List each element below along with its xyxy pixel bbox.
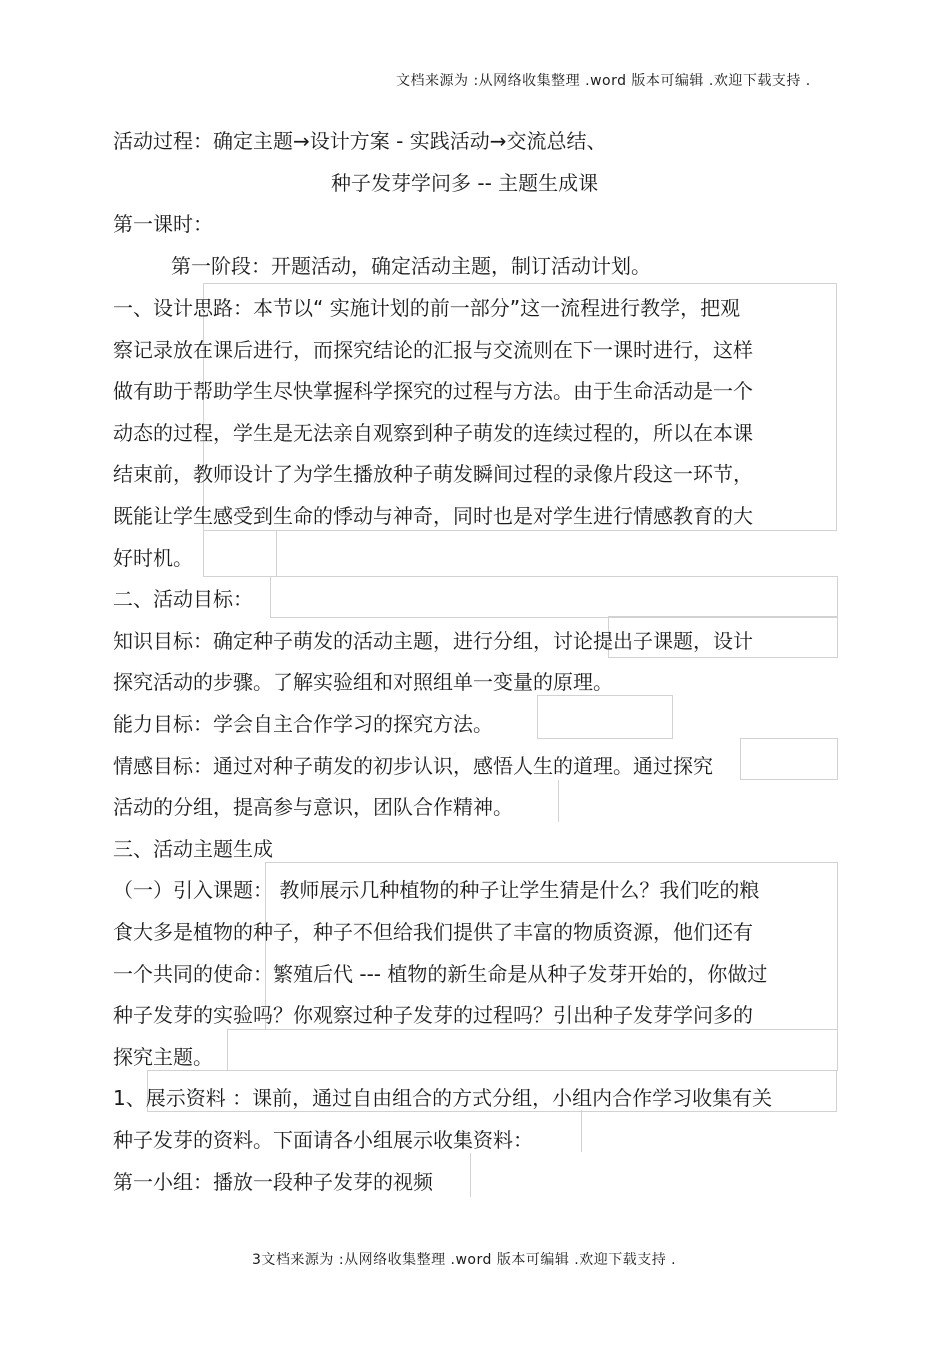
text-frame: [203, 530, 277, 577]
text-frame: [740, 738, 838, 780]
section-heading: 三、活动主题生成: [113, 837, 273, 861]
paragraph-line: 情感目标：通过对种子萌发的初步认识，感悟人生的道理。通过探究: [113, 754, 713, 778]
text-frame: [470, 1153, 471, 1197]
page-header: 文档来源为 :从网络收集整理 .word 版本可编辑 .欢迎下载支持 .: [396, 73, 811, 89]
page-footer: 3文档来源为 :从网络收集整理 .word 版本可编辑 .欢迎下载支持 .: [252, 1252, 677, 1268]
text-frame: [558, 780, 559, 822]
stage-heading: 第一阶段：开题活动，确定活动主题，制订活动计划。: [171, 254, 651, 278]
paragraph-line: 知识目标：确定种子萌发的活动主题，进行分组，讨论提出子课题，设计: [113, 629, 753, 653]
paragraph-line: 能力目标：学会自主合作学习的探究方法。: [113, 712, 493, 736]
text-frame: [581, 1110, 582, 1152]
text-frame: [270, 576, 838, 618]
paragraph-line: 种子发芽的资料。下面请各小组展示收集资料：: [113, 1128, 533, 1152]
paragraph-line: （一）引入课题： 教师展示几种植物的种子让学生猜是什么？我们吃的粮: [113, 878, 760, 902]
paragraph-line: 1、展示资料 ：课前，通过自由组合的方式分组，小组内合作学习收集有关: [113, 1086, 773, 1110]
paragraph-line: 种子发芽的实验吗？你观察过种子发芽的过程吗？引出种子发芽学问多的: [113, 1003, 753, 1027]
paragraph-line: 动态的过程，学生是无法亲自观察到种子萌发的连续过程的，所以在本课: [113, 421, 753, 445]
paragraph-line: 结束前，教师设计了为学生播放种子萌发瞬间过程的录像片段这一环节，: [113, 462, 753, 486]
paragraph-line: 既能让学生感受到生命的悸动与神奇，同时也是对学生进行情感教育的大: [113, 504, 753, 528]
paragraph-line: 一个共同的使命：繁殖后代 --- 植物的新生命是从种子发芽开始的，你做过: [113, 962, 768, 986]
paragraph-line: 察记录放在课后进行，而探究结论的汇报与交流则在下一课时进行，这样: [113, 338, 753, 362]
paragraph-line: 做有助于帮助学生尽快掌握科学探究的过程与方法。由于生命活动是一个: [113, 379, 753, 403]
paragraph-line: 一、设计思路：本节以“ 实施计划的前一部分”这一流程进行教学，把观: [113, 296, 741, 320]
paragraph-line: 第一小组：播放一段种子发芽的视频: [113, 1170, 433, 1194]
text-frame: [537, 695, 673, 739]
paragraph-line: 活动的分组，提高参与意识，团队合作精神。: [113, 795, 513, 819]
lesson-heading: 第一课时：: [113, 212, 213, 236]
course-title: 种子发芽学问多 -- 主题生成课: [331, 171, 599, 195]
activity-process-line: 活动过程：确定主题→设计方案 - 实践活动→交流总结、: [113, 129, 607, 153]
paragraph-line: 食大多是植物的种子，种子不但给我们提供了丰富的物质资源，他们还有: [113, 920, 753, 944]
paragraph-line: 好时机。: [113, 546, 193, 570]
section-heading: 二、活动目标：: [113, 587, 253, 611]
paragraph-line: 探究活动的步骤。了解实验组和对照组单一变量的原理。: [113, 670, 613, 694]
text-frame: [227, 1029, 838, 1071]
paragraph-line: 探究主题。: [113, 1045, 213, 1069]
